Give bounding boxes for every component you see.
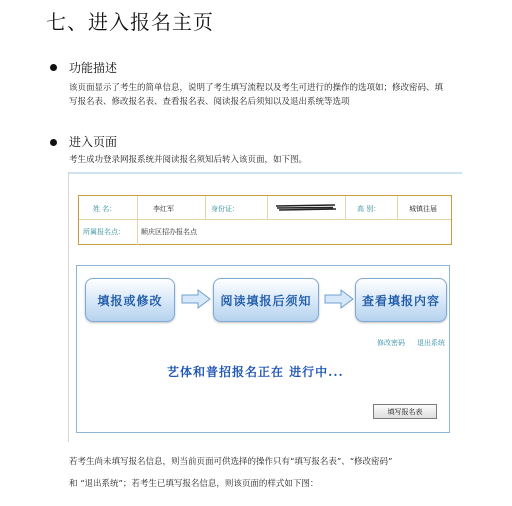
arrow-right-icon [324, 289, 354, 309]
name-label: 姓 名： [93, 205, 117, 213]
step-fill-or-edit-button[interactable]: 填报或修改 [85, 278, 175, 322]
bullet-icon [50, 64, 57, 71]
step-read-notes-button[interactable]: 阅读填报后须知 [213, 278, 319, 322]
section-heading-function: 功能描述 [69, 61, 118, 75]
site-label: 所属报名点： [83, 228, 125, 236]
bullet-icon [50, 139, 57, 146]
redacted-id-number [275, 204, 337, 211]
site-value: 顺庆区招办报名点 [141, 228, 197, 236]
category-value: 城镇往届 [409, 205, 437, 213]
function-description: 该页面显示了考生的简单信息，说明了考生填写流程以及考生可进行的操作的选项如；修改密码、填写报名表、修改报名表、查看报名表、阅读报名后须知以及退出系统等选项 [69, 83, 444, 107]
registration-steps-panel [76, 265, 450, 433]
id-label: 身份证： [211, 205, 239, 213]
section-title: 七、进入报名主页 [46, 10, 214, 34]
step-view-content-button[interactable]: 查看填报内容 [355, 278, 447, 322]
note-paragraph-line2: 和 “退出系统”；若考生已填写报名信息，则该页面的样式如下图： [69, 479, 319, 489]
name-value: 李红军 [153, 205, 174, 213]
enter-description: 考生成功登录网报系统并阅读报名须知后转入该页面，如下图。 [69, 155, 308, 165]
candidate-info-table [78, 195, 452, 245]
screenshot-left-border [68, 172, 69, 442]
screenshot-top-border [68, 172, 462, 174]
category-label: 高 别： [357, 205, 381, 213]
note-paragraph-line1: 若考生尚未填写报名信息，则当前页面可供选择的操作只有“填写报名表”、“修改密码” [69, 457, 393, 467]
fill-form-button[interactable]: 填写报名表 [373, 404, 437, 419]
change-password-link[interactable]: 修改密码 [377, 339, 405, 347]
logout-link[interactable]: 退出系统 [417, 339, 445, 347]
arrow-right-icon [181, 289, 211, 309]
registration-status-text: 艺体和普招报名正在 进行中... [167, 365, 344, 379]
section-heading-enter: 进入页面 [69, 135, 118, 149]
